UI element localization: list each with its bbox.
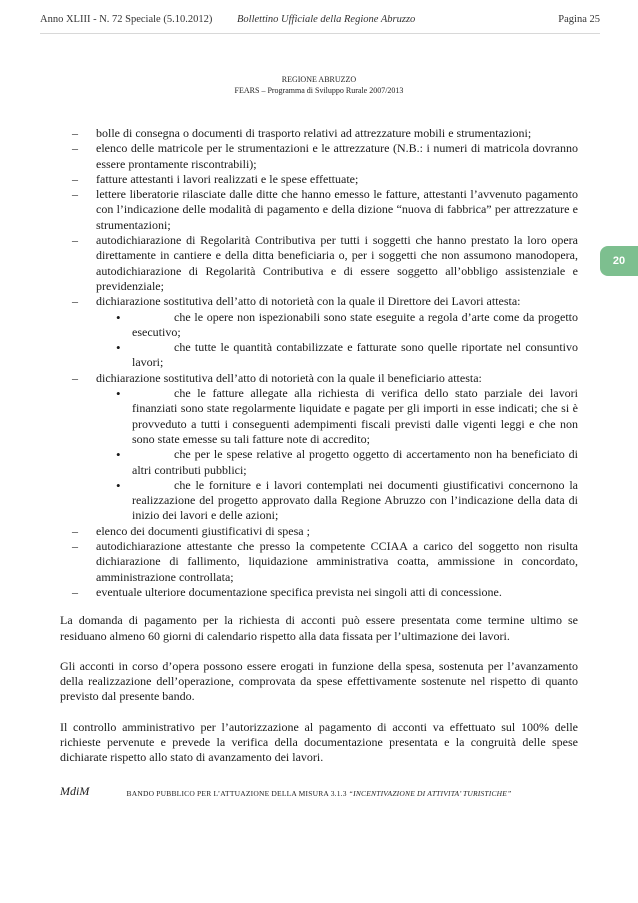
- sub-list-item-text: che le opere non ispezionabili sono state eseguite a regola d’arte come da progetto esecutivo;: [132, 309, 578, 339]
- list-item: [96, 141, 578, 172]
- list-item-text: lettere liberatorie rilasciate dalle ditte che hanno emesso le fatture, attestanti l’avvenuto pagamento con l’indicazione delle modalità di pagamento e della dizione “nuova di fabbrica” per attrezzature e strumentazioni;: [96, 187, 578, 232]
- paragraph-administrative-control: Il controllo amministrativo per l’autorizzazione al pagamento di acconti va effettuato sul 100% delle richieste pervenute e prevede la verifica della documentazione presentata e la congruità delle spese dichiarate rispetto allo stato di avanzamento dei lavori.: [60, 719, 578, 765]
- list-item: [96, 233, 578, 294]
- header-divider: [40, 33, 600, 34]
- document-body: [60, 126, 578, 799]
- list-item: [96, 294, 578, 370]
- letterhead: [0, 74, 638, 96]
- sub-list-item: [132, 478, 578, 524]
- list-item: [96, 539, 578, 585]
- sub-list-item: [132, 447, 578, 478]
- sub-list-item: [132, 386, 578, 447]
- footer-text: BANDO PUBBLICO PER L’ATTUAZIONE DELLA MISURA 3.1.3: [126, 789, 349, 798]
- list-item: [96, 172, 578, 187]
- sub-list-item: [132, 340, 578, 371]
- sub-list-item: [132, 310, 578, 341]
- page-footer: [0, 789, 638, 798]
- author-initials: MdiM: [60, 783, 90, 798]
- footer-measure-title: “INCENTIVAZIONE DI ATTIVITA’ TURISTICHE”: [348, 789, 512, 798]
- sub-list: [96, 386, 578, 524]
- sub-list-item-text: che tutte le quantità contabilizzate e fatturate sono quelle riportate nel consuntivo lavori;: [132, 340, 578, 370]
- list-item-text: autodichiarazione di Regolarità Contributiva per tutti i soggetti che hanno prestato la loro opera direttamente in cantiere e della ditta beneficiaria o, per i soggetti che non assumono manodopera, autodichiarazione di Regolarità Contributiva e di essere soggetto all’obbligo assistenziale e previdenziale;: [96, 233, 578, 293]
- list-item-text: bolle di consegna o documenti di trasporto relativi ad attrezzature mobili e strumentazioni;: [96, 126, 532, 140]
- list-item-text: autodichiarazione attestante che presso la competente CCIAA a carico del soggetto non risulta dichiarazione di fallimento, liquidazione amministrativa coatta, ammissione in concordato, amministrazione controllata;: [96, 539, 578, 584]
- sub-list: [96, 310, 578, 371]
- list-item-text: dichiarazione sostitutiva dell’atto di notorietà con la quale il beneficiario attesta:: [96, 370, 482, 385]
- list-item: [96, 524, 578, 539]
- sub-list-item-text: che per le spese relative al progetto oggetto di accertamento non ha beneficiato di altri contributi pubblici;: [132, 447, 578, 477]
- paragraph-advance-payments: Gli acconti in corso d’opera possono essere erogati in funzione della spesa, sostenuta per l’avanzamento della realizzazione dell’operazione, comprovata da spese effettivamente sostenute nel rispetto di quanto previsto dal presente bando.: [60, 658, 578, 704]
- page-header: [0, 0, 638, 36]
- list-item: [96, 371, 578, 524]
- list-item-text: elenco delle matricole per le strumentazioni e le attrezzature (N.B.: i numeri di matricola dovranno essere prontamente riscontrabili);: [96, 141, 578, 171]
- paragraph-advance-deadline: La domanda di pagamento per la richiesta di acconti può essere presentata come termine ultimo se residuano almeno 60 giorni di calendario rispetto alla data fissata per l’ultimazione dei lavori.: [60, 613, 578, 643]
- list-item-text: elenco dei documenti giustificativi di spesa ;: [96, 523, 310, 538]
- issue-info: Anno XLIII - N. 72 Speciale (5.10.2012): [40, 14, 213, 25]
- list-item-text: dichiarazione sostitutiva dell’atto di notorietà con la quale il Direttore dei Lavori attesta:: [96, 294, 521, 309]
- letterhead-program: FEARS – Programma di Sviluppo Rurale 2007/2013: [234, 86, 404, 95]
- list-item-text: fatture attestanti i lavori realizzati e le spese effettuate;: [96, 171, 359, 186]
- letterhead-region: REGIONE ABRUZZO: [281, 75, 357, 84]
- list-item: [96, 187, 578, 233]
- list-item-text: eventuale ulteriore documentazione specifica prevista nei singoli atti di concessione.: [96, 584, 502, 599]
- sub-list-item-text: che le forniture e i lavori contemplati nei documenti giustificativi concernono la realizzazione del progetto approvato dalla Regione Abruzzo con l’indicazione della data di inizio dei lavori e delle azioni;: [132, 477, 578, 523]
- bulletin-title: Bollettino Ufficiale della Regione Abruzzo: [237, 14, 416, 25]
- section-tab: 20: [600, 246, 638, 276]
- list-item: [96, 126, 578, 141]
- page-number: Pagina 25: [558, 14, 600, 25]
- sub-list-item-text: che le fatture allegate alla richiesta di verifica dello stato parziale dei lavori finanziati sono state regolarmente liquidate e pagate per gli importi in esse indicati; che si è provveduto a tutti i conseguenti adempimenti fiscali previsti dalle vigenti leggi e che non sono state emesse su tali fatture note di accredito;: [132, 386, 578, 446]
- requirements-list: [60, 126, 578, 600]
- list-item: [96, 585, 578, 600]
